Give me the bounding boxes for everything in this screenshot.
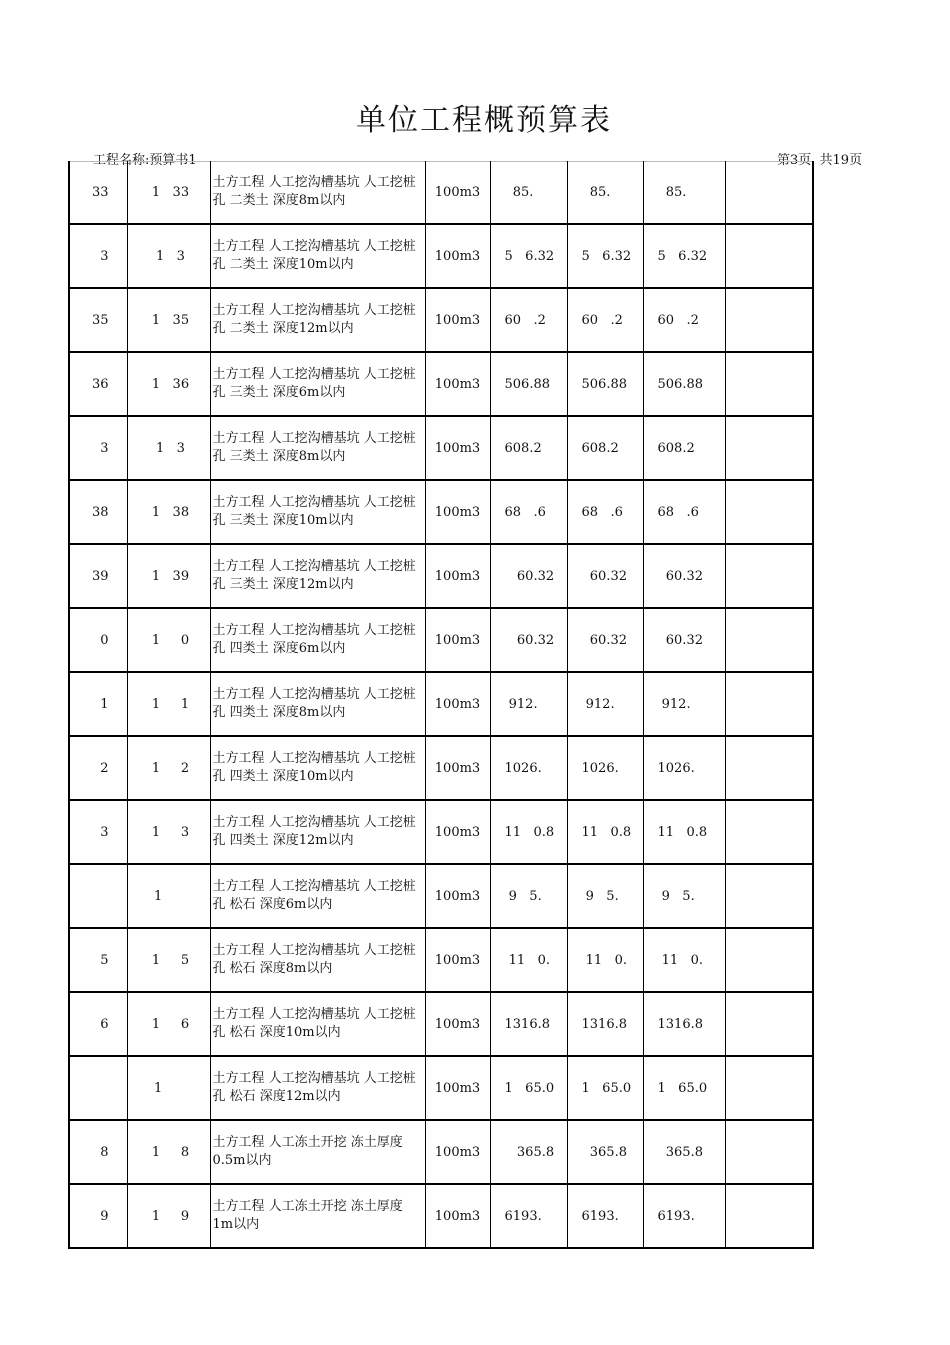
empty-cell [725,864,813,928]
value-1: 68 .6 [490,480,567,544]
row-number: 33 [69,161,127,224]
value-1: 912. [490,672,567,736]
empty-cell [725,1120,813,1184]
table-row [69,736,813,800]
item-code: 1 3 [127,224,210,288]
value-3: 60.32 [643,544,725,608]
value-2: 85. [567,161,643,224]
item-code: 1 0 [127,608,210,672]
item-description: 土方工程 人工挖沟槽基坑 人工挖桩孔 四类土 深度6m以内 [210,608,425,672]
item-unit: 100m3 [425,416,490,480]
page-title: 单位工程概预算表 [356,103,612,138]
empty-cell [725,352,813,416]
table-row [69,224,813,288]
row-number: 2 [69,736,127,800]
item-unit: 100m3 [425,1120,490,1184]
row-number: 0 [69,608,127,672]
value-2: 608.2 [567,416,643,480]
value-2: 506.88 [567,352,643,416]
value-1: 6193. [490,1184,567,1248]
table-row [69,480,813,544]
value-2: 5 6.32 [567,224,643,288]
item-code: 1 3 [127,800,210,864]
row-number: 38 [69,480,127,544]
value-2: 60.32 [567,544,643,608]
value-2: 6193. [567,1184,643,1248]
value-1: 60 .2 [490,288,567,352]
item-code: 1 5 [127,928,210,992]
empty-cell [725,288,813,352]
item-description: 土方工程 人工挖沟槽基坑 人工挖桩孔 松石 深度10m以内 [210,992,425,1056]
row-number: 8 [69,1120,127,1184]
item-unit: 100m3 [425,161,490,224]
item-unit: 100m3 [425,928,490,992]
empty-cell [725,992,813,1056]
empty-cell [725,1184,813,1248]
empty-cell [725,800,813,864]
item-code: 1 3 [127,416,210,480]
value-1: 60.32 [490,544,567,608]
value-2: 60 .2 [567,288,643,352]
value-1: 608.2 [490,416,567,480]
item-description: 土方工程 人工挖沟槽基坑 人工挖桩孔 四类土 深度10m以内 [210,736,425,800]
value-3: 608.2 [643,416,725,480]
item-code: 1 1 [127,672,210,736]
row-number: 3 [69,224,127,288]
budget-table [68,161,814,1249]
item-description: 土方工程 人工挖沟槽基坑 人工挖桩孔 二类土 深度8m以内 [210,161,425,224]
value-2: 60.32 [567,608,643,672]
table-row [69,864,813,928]
item-description: 土方工程 人工挖沟槽基坑 人工挖桩孔 松石 深度6m以内 [210,864,425,928]
item-description: 土方工程 人工挖沟槽基坑 人工挖桩孔 三类土 深度6m以内 [210,352,425,416]
item-code: 1 9 [127,1184,210,1248]
table-row [69,928,813,992]
value-3: 5 6.32 [643,224,725,288]
table-row [69,288,813,352]
value-1: 1026. [490,736,567,800]
item-unit: 100m3 [425,224,490,288]
item-unit: 100m3 [425,288,490,352]
value-2: 1026. [567,736,643,800]
value-3: 60 .2 [643,288,725,352]
row-number: 35 [69,288,127,352]
item-code: 1 38 [127,480,210,544]
value-1: 365.8 [490,1120,567,1184]
item-code: 1 36 [127,352,210,416]
row-number: 5 [69,928,127,992]
value-3: 912. [643,672,725,736]
table-row [69,544,813,608]
empty-cell [725,416,813,480]
row-number: 1 [69,672,127,736]
value-1: 11 0. [490,928,567,992]
table-row [69,1056,813,1120]
value-2: 1316.8 [567,992,643,1056]
item-code: 1 8 [127,1120,210,1184]
row-number [69,1056,127,1120]
value-1: 11 0.8 [490,800,567,864]
item-description: 土方工程 人工冻土开挖 冻土厚度 1m以内 [210,1184,425,1248]
item-unit: 100m3 [425,352,490,416]
item-description: 土方工程 人工挖沟槽基坑 人工挖桩孔 四类土 深度12m以内 [210,800,425,864]
value-3: 60.32 [643,608,725,672]
table-row [69,608,813,672]
item-unit: 100m3 [425,1184,490,1248]
item-code: 1 2 [127,736,210,800]
value-3: 506.88 [643,352,725,416]
value-2: 912. [567,672,643,736]
item-description: 土方工程 人工挖沟槽基坑 人工挖桩孔 松石 深度12m以内 [210,1056,425,1120]
value-3: 1026. [643,736,725,800]
value-3: 9 5. [643,864,725,928]
value-1: 85. [490,161,567,224]
value-2: 1 65.0 [567,1056,643,1120]
table-row [69,800,813,864]
value-1: 60.32 [490,608,567,672]
value-3: 365.8 [643,1120,725,1184]
value-2: 11 0. [567,928,643,992]
table-row [69,352,813,416]
value-1: 9 5. [490,864,567,928]
value-1: 1 65.0 [490,1056,567,1120]
item-unit: 100m3 [425,992,490,1056]
empty-cell [725,928,813,992]
value-3: 1316.8 [643,992,725,1056]
item-code: 1 39 [127,544,210,608]
row-number: 39 [69,544,127,608]
item-description: 土方工程 人工挖沟槽基坑 人工挖桩孔 三类土 深度8m以内 [210,416,425,480]
table-body [69,161,813,1248]
empty-cell [725,161,813,224]
item-unit: 100m3 [425,608,490,672]
table-row [69,672,813,736]
value-3: 85. [643,161,725,224]
empty-cell [725,1056,813,1120]
item-code: 1 [127,1056,210,1120]
row-number: 3 [69,800,127,864]
table-row [69,1184,813,1248]
empty-cell [725,736,813,800]
item-description: 土方工程 人工挖沟槽基坑 人工挖桩孔 二类土 深度12m以内 [210,288,425,352]
item-unit: 100m3 [425,544,490,608]
empty-cell [725,480,813,544]
item-unit: 100m3 [425,864,490,928]
value-2: 11 0.8 [567,800,643,864]
item-code: 1 [127,864,210,928]
empty-cell [725,608,813,672]
item-code: 1 35 [127,288,210,352]
item-description: 土方工程 人工挖沟槽基坑 人工挖桩孔 二类土 深度10m以内 [210,224,425,288]
project-name: 工程名称:预算书1 [93,153,197,168]
item-unit: 100m3 [425,480,490,544]
value-2: 365.8 [567,1120,643,1184]
item-description: 土方工程 人工挖沟槽基坑 人工挖桩孔 四类土 深度8m以内 [210,672,425,736]
item-unit: 100m3 [425,672,490,736]
value-3: 11 0. [643,928,725,992]
value-3: 11 0.8 [643,800,725,864]
value-3: 6193. [643,1184,725,1248]
item-description: 土方工程 人工挖沟槽基坑 人工挖桩孔 三类土 深度12m以内 [210,544,425,608]
item-unit: 100m3 [425,800,490,864]
value-2: 9 5. [567,864,643,928]
item-description: 土方工程 人工挖沟槽基坑 人工挖桩孔 松石 深度8m以内 [210,928,425,992]
empty-cell [725,672,813,736]
table-row [69,1120,813,1184]
value-2: 68 .6 [567,480,643,544]
empty-cell [725,544,813,608]
item-description: 土方工程 人工冻土开挖 冻土厚度 0.5m以内 [210,1120,425,1184]
page-number: 第3页 共19页 [777,153,863,168]
item-code: 1 33 [127,161,210,224]
item-code: 1 6 [127,992,210,1056]
value-1: 506.88 [490,352,567,416]
value-3: 1 65.0 [643,1056,725,1120]
item-unit: 100m3 [425,736,490,800]
row-number: 6 [69,992,127,1056]
row-number: 9 [69,1184,127,1248]
empty-cell [725,224,813,288]
row-number: 36 [69,352,127,416]
table-row [69,161,813,224]
table-row [69,416,813,480]
value-1: 5 6.32 [490,224,567,288]
value-3: 68 .6 [643,480,725,544]
item-description: 土方工程 人工挖沟槽基坑 人工挖桩孔 三类土 深度10m以内 [210,480,425,544]
row-number: 3 [69,416,127,480]
row-number [69,864,127,928]
value-1: 1316.8 [490,992,567,1056]
item-unit: 100m3 [425,1056,490,1120]
table-row [69,992,813,1056]
